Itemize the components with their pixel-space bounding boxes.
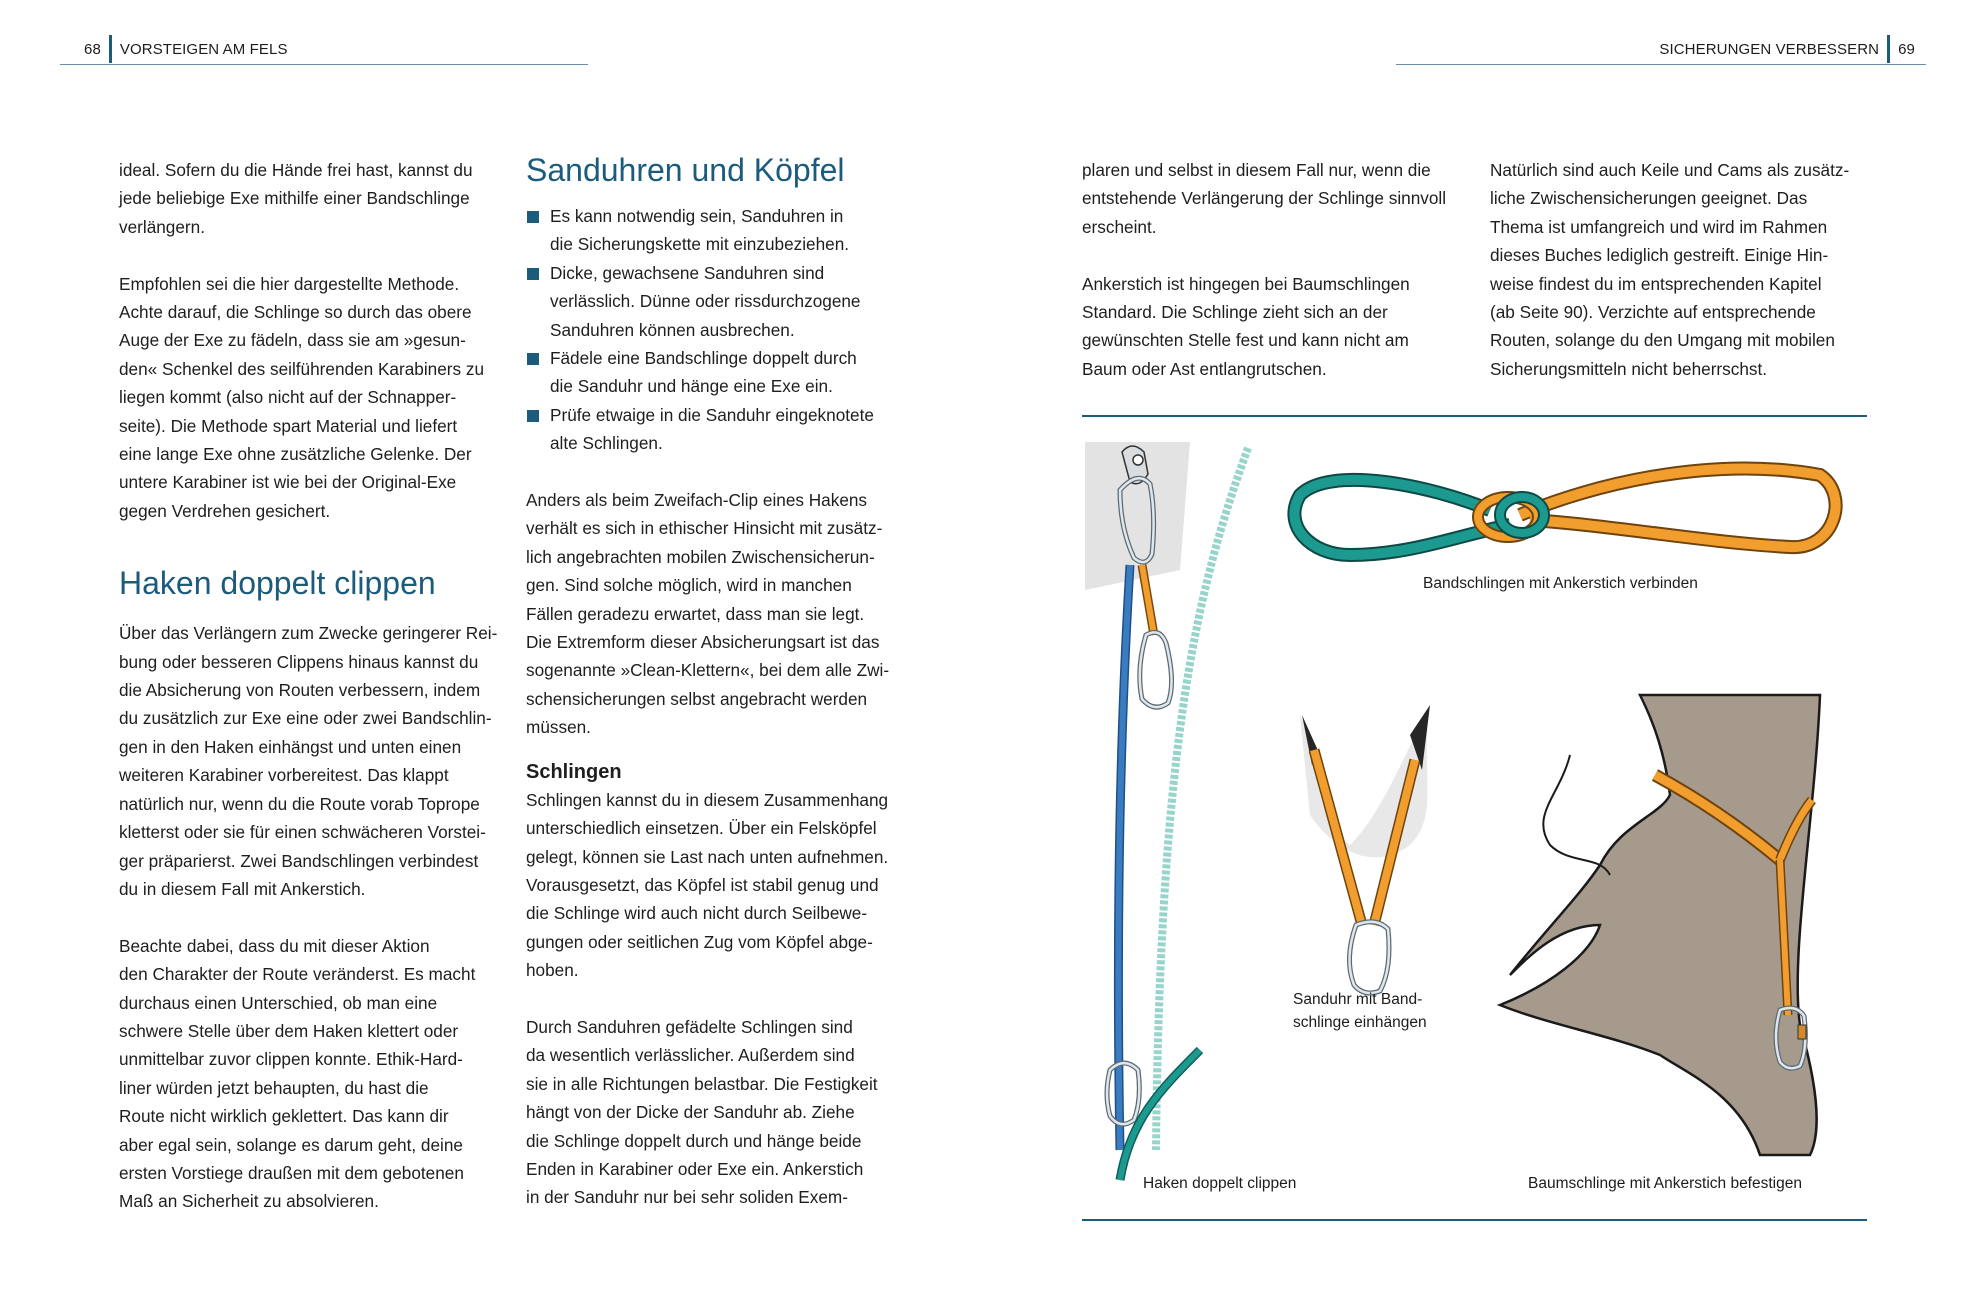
column-4	[1490, 156, 1880, 383]
list-item: Prüfe etwaige in die Sanduhr eingeknotete alte Schlingen.	[526, 401, 906, 458]
paragraph: Über das Verlängern zum Zwecke geringerer Rei- bung oder besseren Clippens hinaus kannst du die Absicherung von Routen verbessern, indem du zusätzlich zur Exe eine oder zwei Bandschlin- gen in den Haken einhängst und unten einen weiteren Karabiner vorbereitest. Das klappt natürlich nur, wenn du die Route vorab Toprope kletterst oder sie für einen schwächeren Vorstei- ger präparierst. Zwei Bandschlingen verbindest du in diesem Fall mit Ankerstich.	[119, 623, 498, 899]
bullet-square-icon	[527, 211, 539, 223]
subheading: Schlingen	[526, 760, 622, 783]
list-item: Fädele eine Bandschlinge doppelt durch die Sanduhr und hänge eine Exe ein.	[526, 344, 906, 401]
figure-caption: Haken doppelt clippen	[1143, 1175, 1297, 1192]
list-item: Es kann notwendig sein, Sanduhren in die Sicherungskette mit einzubeziehen.	[526, 202, 906, 259]
figure-caption: Sanduhr mit Band- schlinge einhängen	[1293, 991, 1427, 1031]
page-number-left: 68	[84, 40, 101, 58]
paragraph: Durch Sanduhren gefädelte Schlingen sind da wesentlich verlässlicher. Außerdem sind sie in alle Richtungen belastbar. Die Festigkeit hängt von der Dicke der Sanduhr ab. Ziehe die Schlinge doppelt durch und hänge beide Enden in Karabiner oder Exe ein. Ankerstich in der Sanduhr nur bei sehr soliden Exem-	[526, 1016, 878, 1208]
header-rule-left	[60, 64, 588, 65]
header-divider	[109, 35, 112, 63]
bullet-square-icon	[527, 353, 539, 365]
column-2	[526, 152, 906, 1212]
header-divider	[1887, 35, 1890, 63]
paragraph: Natürlich sind auch Keile und Cams als zusätz- liche Zwischensicherungen geeignet. Das Thema ist umfangreich und wird im Rahmen dieses Buches lediglich gestreift. Einige Hin- weise findest du im entsprechenden Kapitel (ab Seite 90). Verzichte auf entsprechende Routen, solange du den Umgang mit mobilen Sicherungsmitteln nicht beherrschst.	[1490, 160, 1850, 379]
paragraph: Empfohlen sei die hier dargestellte Methode. Achte darauf, die Schlinge so durch das obere Auge der Exe zu fädeln, dass sie am »gesun- den« Schenkel des seilführenden Karabiners zu liegen kommt (also nicht auf der Schnapper- seite). Die Methode spart Material und liefert eine lange Exe ohne zusätzliche Gelenke. Der untere Karabiner ist wie bei der Original-Exe gegen Verdrehen gesichert.	[119, 273, 484, 521]
tree-sling-illustration	[1490, 695, 1870, 1155]
figure-caption: Baumschlinge mit Ankerstich befestigen	[1528, 1175, 1802, 1192]
figure-rule-top	[1082, 415, 1867, 417]
bullet-list	[526, 202, 906, 458]
paragraph: Ankerstich ist hingegen bei Baumschlingen Standard. Die Schlinge zieht sich an der gewünschten Stelle fest und kann nicht am Baum oder Ast entlangrutschen.	[1082, 273, 1410, 379]
section-heading: Haken doppelt clippen	[119, 565, 436, 602]
header-rule-right	[1396, 64, 1926, 65]
thread-sling-illustration	[1290, 695, 1450, 995]
figure-caption: Bandschlingen mit Ankerstich verbinden	[1423, 575, 1698, 592]
bullet-square-icon	[527, 410, 539, 422]
paragraph: Schlingen kannst du in diesem Zusammenhang unterschiedlich einsetzen. Über ein Felsköpfel gelegt, können sie Last nach unten aufnehmen. Vorausgesetzt, das Köpfel ist stabil genug und die Schlinge wird auch nicht durch Seilbewe- gungen oder seitlichen Zug vom Köpfel abge- hoben.	[526, 789, 889, 981]
column-1	[119, 156, 499, 1216]
running-header-left	[84, 34, 288, 64]
paragraph: ideal. Sofern du die Hände frei hast, kannst du jede beliebige Exe mithilfe einer Bandschlinge verlängern.	[119, 160, 473, 237]
section-title: SICHERUNGEN VERBESSERN	[1659, 40, 1880, 58]
running-header-right	[1659, 34, 1915, 64]
column-3	[1082, 156, 1472, 383]
figure-rule-bottom	[1082, 1219, 1867, 1221]
paragraph: plaren und selbst in diesem Fall nur, wenn die entstehende Verlängerung der Schlinge sinnvoll erscheint.	[1082, 160, 1447, 237]
bullet-square-icon	[527, 268, 539, 280]
page-number-right: 69	[1898, 40, 1915, 58]
slings-girth-hitch-illustration	[1290, 455, 1850, 575]
double-clip-illustration	[1080, 430, 1280, 1180]
section-heading: Sanduhren und Köpfel	[526, 152, 845, 188]
chapter-title: VORSTEIGEN AM FELS	[119, 40, 288, 58]
paragraph: Anders als beim Zweifach-Clip eines Hakens verhält es sich in ethischer Hinsicht mit zusätz- lich angebrachten mobilen Zwischensicherun- gen. Sind solche möglich, wird in manchen Fällen geradezu erwartet, dass man sie legt. Die Extremform dieser Absicherungsart ist das sogenannte »Clean-Klettern«, bei dem alle Zwi- schensicherungen selbst angebracht werden müssen.	[526, 490, 890, 738]
paragraph: Beachte dabei, dass du mit dieser Aktion den Charakter der Route veränderst. Es macht durchaus einen Unterschied, ob man eine schwere Stelle über dem Haken klettert oder unmittelbar zuvor clippen konnte. Ethik-Hard- liner würden jetzt behaupten, du hast die Route nicht wirklich geklettert. Das kann dir aber egal sein, solange es darum geht, deine ersten Vorstiege draußen mit dem gebotenen Maß an Sicherheit zu absolvieren.	[119, 935, 476, 1212]
list-item: Dicke, gewachsene Sanduhren sind verlässlich. Dünne oder rissdurchzogene Sanduhren können ausbrechen.	[526, 259, 906, 344]
